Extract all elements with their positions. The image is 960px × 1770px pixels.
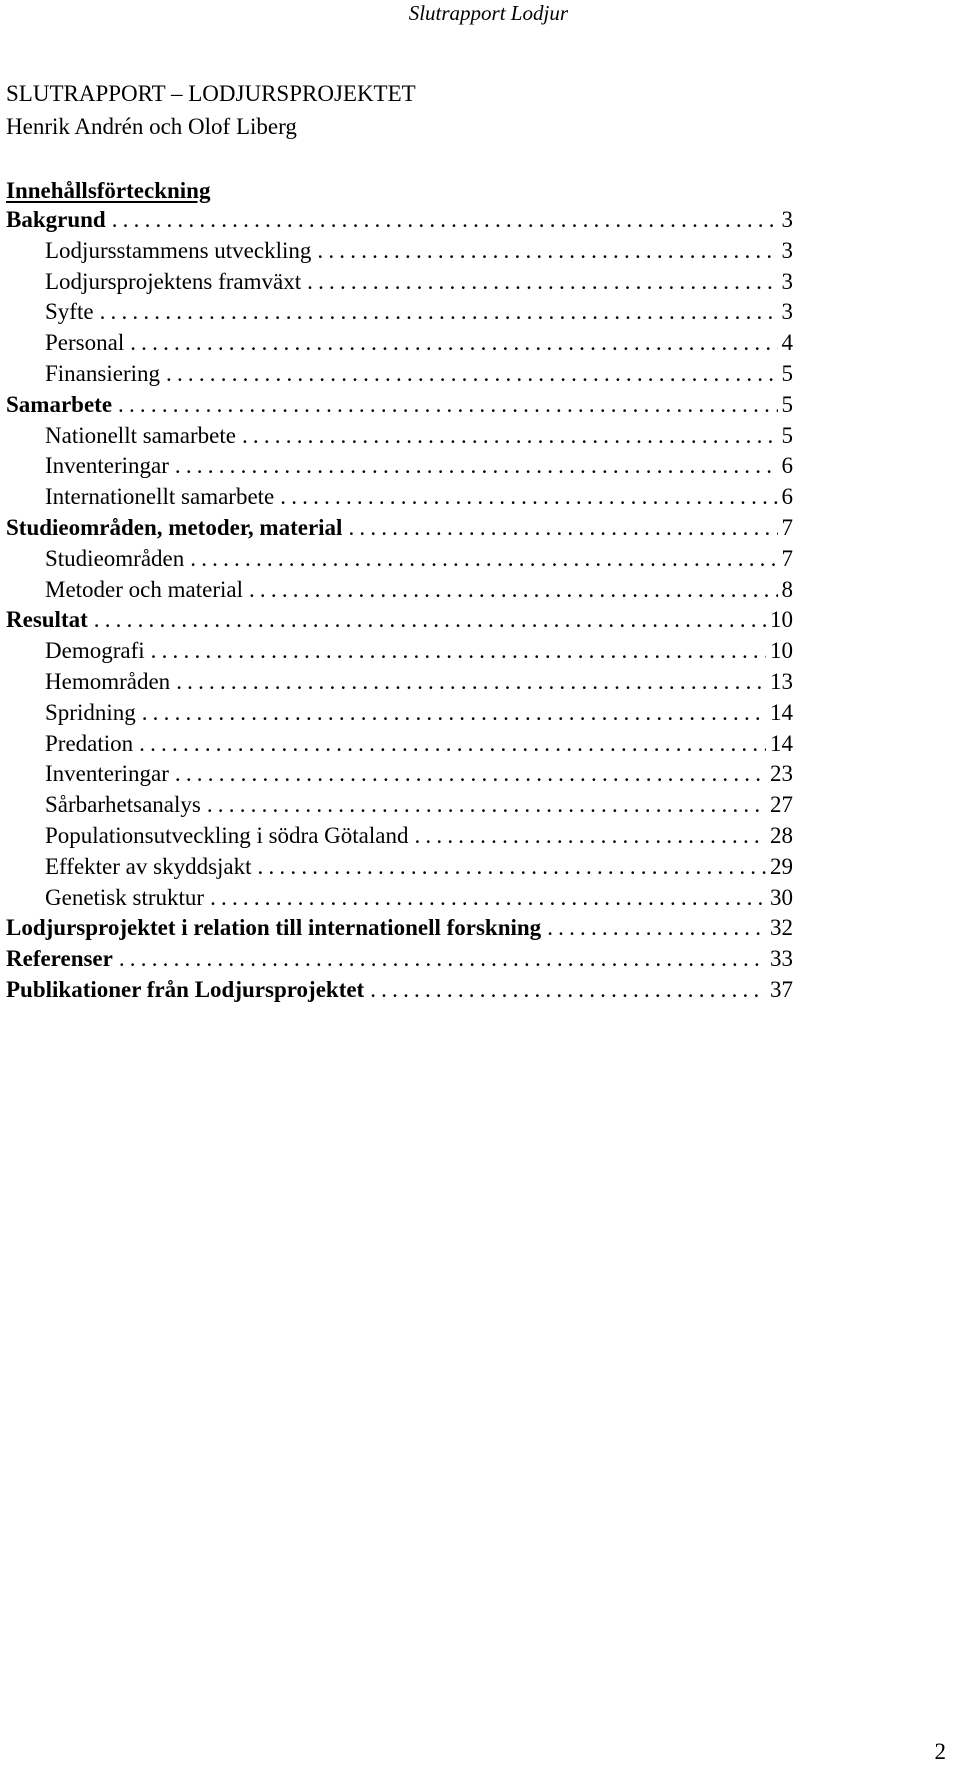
toc-entry-page: 10 — [770, 607, 793, 633]
toc-subsection-entry[interactable] — [6, 636, 793, 667]
toc-entry-title: Studieområden — [45, 545, 185, 571]
toc-subsection-entry[interactable] — [6, 698, 793, 729]
toc-entry-title: Nationellt samarbete — [45, 422, 236, 448]
toc-entry-title: Metoder och material — [45, 576, 243, 602]
toc-entry-title: Effekter av skyddsjakt — [45, 853, 252, 879]
toc-subsection-entry[interactable] — [6, 359, 793, 390]
toc-dot-leader — [151, 636, 766, 667]
toc-subsection-entry[interactable] — [6, 544, 793, 575]
toc-entry-title: Genetisk struktur — [45, 884, 205, 910]
toc-subsection-entry[interactable] — [6, 790, 793, 821]
toc-entry-page: 5 — [781, 360, 793, 386]
toc-entry-page: 28 — [770, 822, 793, 848]
toc-subsection-entry[interactable] — [6, 421, 793, 452]
toc-section-entry[interactable] — [6, 605, 793, 636]
toc-heading: Innehållsförteckning — [6, 178, 211, 203]
toc-entry-title: Internationellt samarbete — [45, 484, 275, 510]
toc-entry-title: Finansiering — [45, 360, 160, 386]
toc-dot-leader — [175, 451, 778, 482]
toc-entry-page: 3 — [781, 268, 793, 294]
toc-dot-leader — [547, 913, 766, 944]
toc-subsection-entry[interactable] — [6, 451, 793, 482]
toc-entry-title: Personal — [45, 330, 125, 356]
toc-dot-leader — [100, 297, 778, 328]
toc-entry-page: 7 — [781, 545, 793, 571]
toc-entry-page: 14 — [770, 730, 793, 756]
toc-entry-title: Publikationer från Lodjursprojektet — [6, 976, 365, 1002]
toc-dot-leader — [94, 605, 766, 636]
toc-entry-title: Bakgrund — [6, 207, 106, 232]
toc-entry-page: 27 — [770, 792, 793, 818]
page-number: 2 — [934, 1739, 946, 1764]
toc-dot-leader — [139, 729, 766, 760]
toc-entry-title: Referenser — [6, 946, 113, 972]
document-title: SLUTRAPPORT – LODJURSPROJEKTET — [6, 81, 416, 106]
toc-entry-title: Syfte — [45, 299, 94, 325]
toc-dot-leader — [166, 359, 778, 390]
toc-entry-page: 30 — [770, 884, 793, 910]
toc-entry-title: Inventeringar — [45, 453, 169, 479]
toc-entry-page: 3 — [781, 207, 793, 232]
toc-entry-title: Predation — [45, 730, 134, 756]
toc-entry-page: 6 — [781, 453, 793, 479]
toc-entry-title: Lodjursprojektet i relation till internationell forskning — [6, 915, 542, 941]
toc-entry-title: Lodjursstammens utveckling — [45, 237, 312, 263]
toc-section-entry[interactable] — [6, 975, 793, 1006]
toc-entry-page: 3 — [781, 237, 793, 263]
toc-dot-leader — [280, 482, 777, 513]
toc-section-entry[interactable] — [6, 205, 793, 236]
toc-section-entry[interactable] — [6, 913, 793, 944]
toc-entry-page: 8 — [781, 576, 793, 602]
toc-entry-page: 7 — [781, 514, 793, 540]
toc-subsection-entry[interactable] — [6, 267, 793, 298]
toc-dot-leader — [190, 544, 777, 575]
toc-subsection-entry[interactable] — [6, 297, 793, 328]
toc-entry-page: 4 — [781, 330, 793, 356]
toc-subsection-entry[interactable] — [6, 821, 793, 852]
toc-dot-leader — [414, 821, 766, 852]
toc-section-entry[interactable] — [6, 513, 793, 544]
toc-subsection-entry[interactable] — [6, 482, 793, 513]
toc-entry-title: Demografi — [45, 638, 145, 664]
toc-dot-leader — [176, 667, 766, 698]
running-header: Slutrapport Lodjur — [408, 1, 568, 25]
toc-entry-page: 14 — [770, 699, 793, 725]
toc-dot-leader — [258, 852, 766, 883]
toc-dot-leader — [307, 267, 777, 298]
toc-dot-leader — [112, 205, 778, 236]
toc-entry-page: 6 — [781, 484, 793, 510]
toc-section-entry[interactable] — [6, 944, 793, 975]
toc-dot-leader — [249, 575, 778, 606]
toc-entry-page: 37 — [770, 976, 793, 1002]
toc-entry-page: 32 — [770, 915, 793, 941]
toc-subsection-entry[interactable] — [6, 328, 793, 359]
toc-subsection-entry[interactable] — [6, 759, 793, 790]
toc-entry-page: 3 — [781, 299, 793, 325]
toc-entry-page: 13 — [770, 668, 793, 694]
toc-subsection-entry[interactable] — [6, 667, 793, 698]
toc-entry-title: Lodjursprojektens framväxt — [45, 268, 302, 294]
toc-dot-leader — [370, 975, 766, 1006]
toc-entry-title: Inventeringar — [45, 761, 169, 787]
toc-dot-leader — [175, 759, 766, 790]
toc-dot-leader — [119, 944, 766, 975]
toc-dot-leader — [118, 390, 777, 421]
toc-entry-page: 23 — [770, 761, 793, 787]
toc-subsection-entry[interactable] — [6, 852, 793, 883]
toc-dot-leader — [207, 790, 766, 821]
toc-entry-title: Populationsutveckling i södra Götaland — [45, 822, 409, 848]
toc-entry-title: Resultat — [6, 607, 88, 633]
toc-entry-title: Studieområden, metoder, material — [6, 514, 343, 540]
toc-entry-page: 5 — [781, 422, 793, 448]
toc-entry-title: Spridning — [45, 699, 136, 725]
toc-subsection-entry[interactable] — [6, 883, 793, 914]
toc-dot-leader — [348, 513, 777, 544]
toc-dot-leader — [210, 883, 766, 914]
toc-entry-page: 10 — [770, 638, 793, 664]
toc-entry-title: Sårbarhetsanalys — [45, 792, 201, 818]
document-authors: Henrik Andrén och Olof Liberg — [6, 114, 297, 139]
toc-entry-page: 29 — [770, 853, 793, 879]
toc-entry-title: Hemområden — [45, 668, 171, 694]
toc-entry-title: Samarbete — [6, 391, 113, 417]
toc-dot-leader — [317, 236, 777, 267]
toc-dot-leader — [142, 698, 766, 729]
table-of-contents — [6, 205, 793, 1006]
toc-subsection-entry[interactable] — [6, 236, 793, 267]
toc-entry-page: 33 — [770, 946, 793, 972]
toc-section-entry[interactable] — [6, 390, 793, 421]
toc-subsection-entry[interactable] — [6, 575, 793, 606]
toc-entry-page: 5 — [781, 391, 793, 417]
toc-subsection-entry[interactable] — [6, 729, 793, 760]
toc-dot-leader — [242, 421, 778, 452]
toc-dot-leader — [130, 328, 777, 359]
